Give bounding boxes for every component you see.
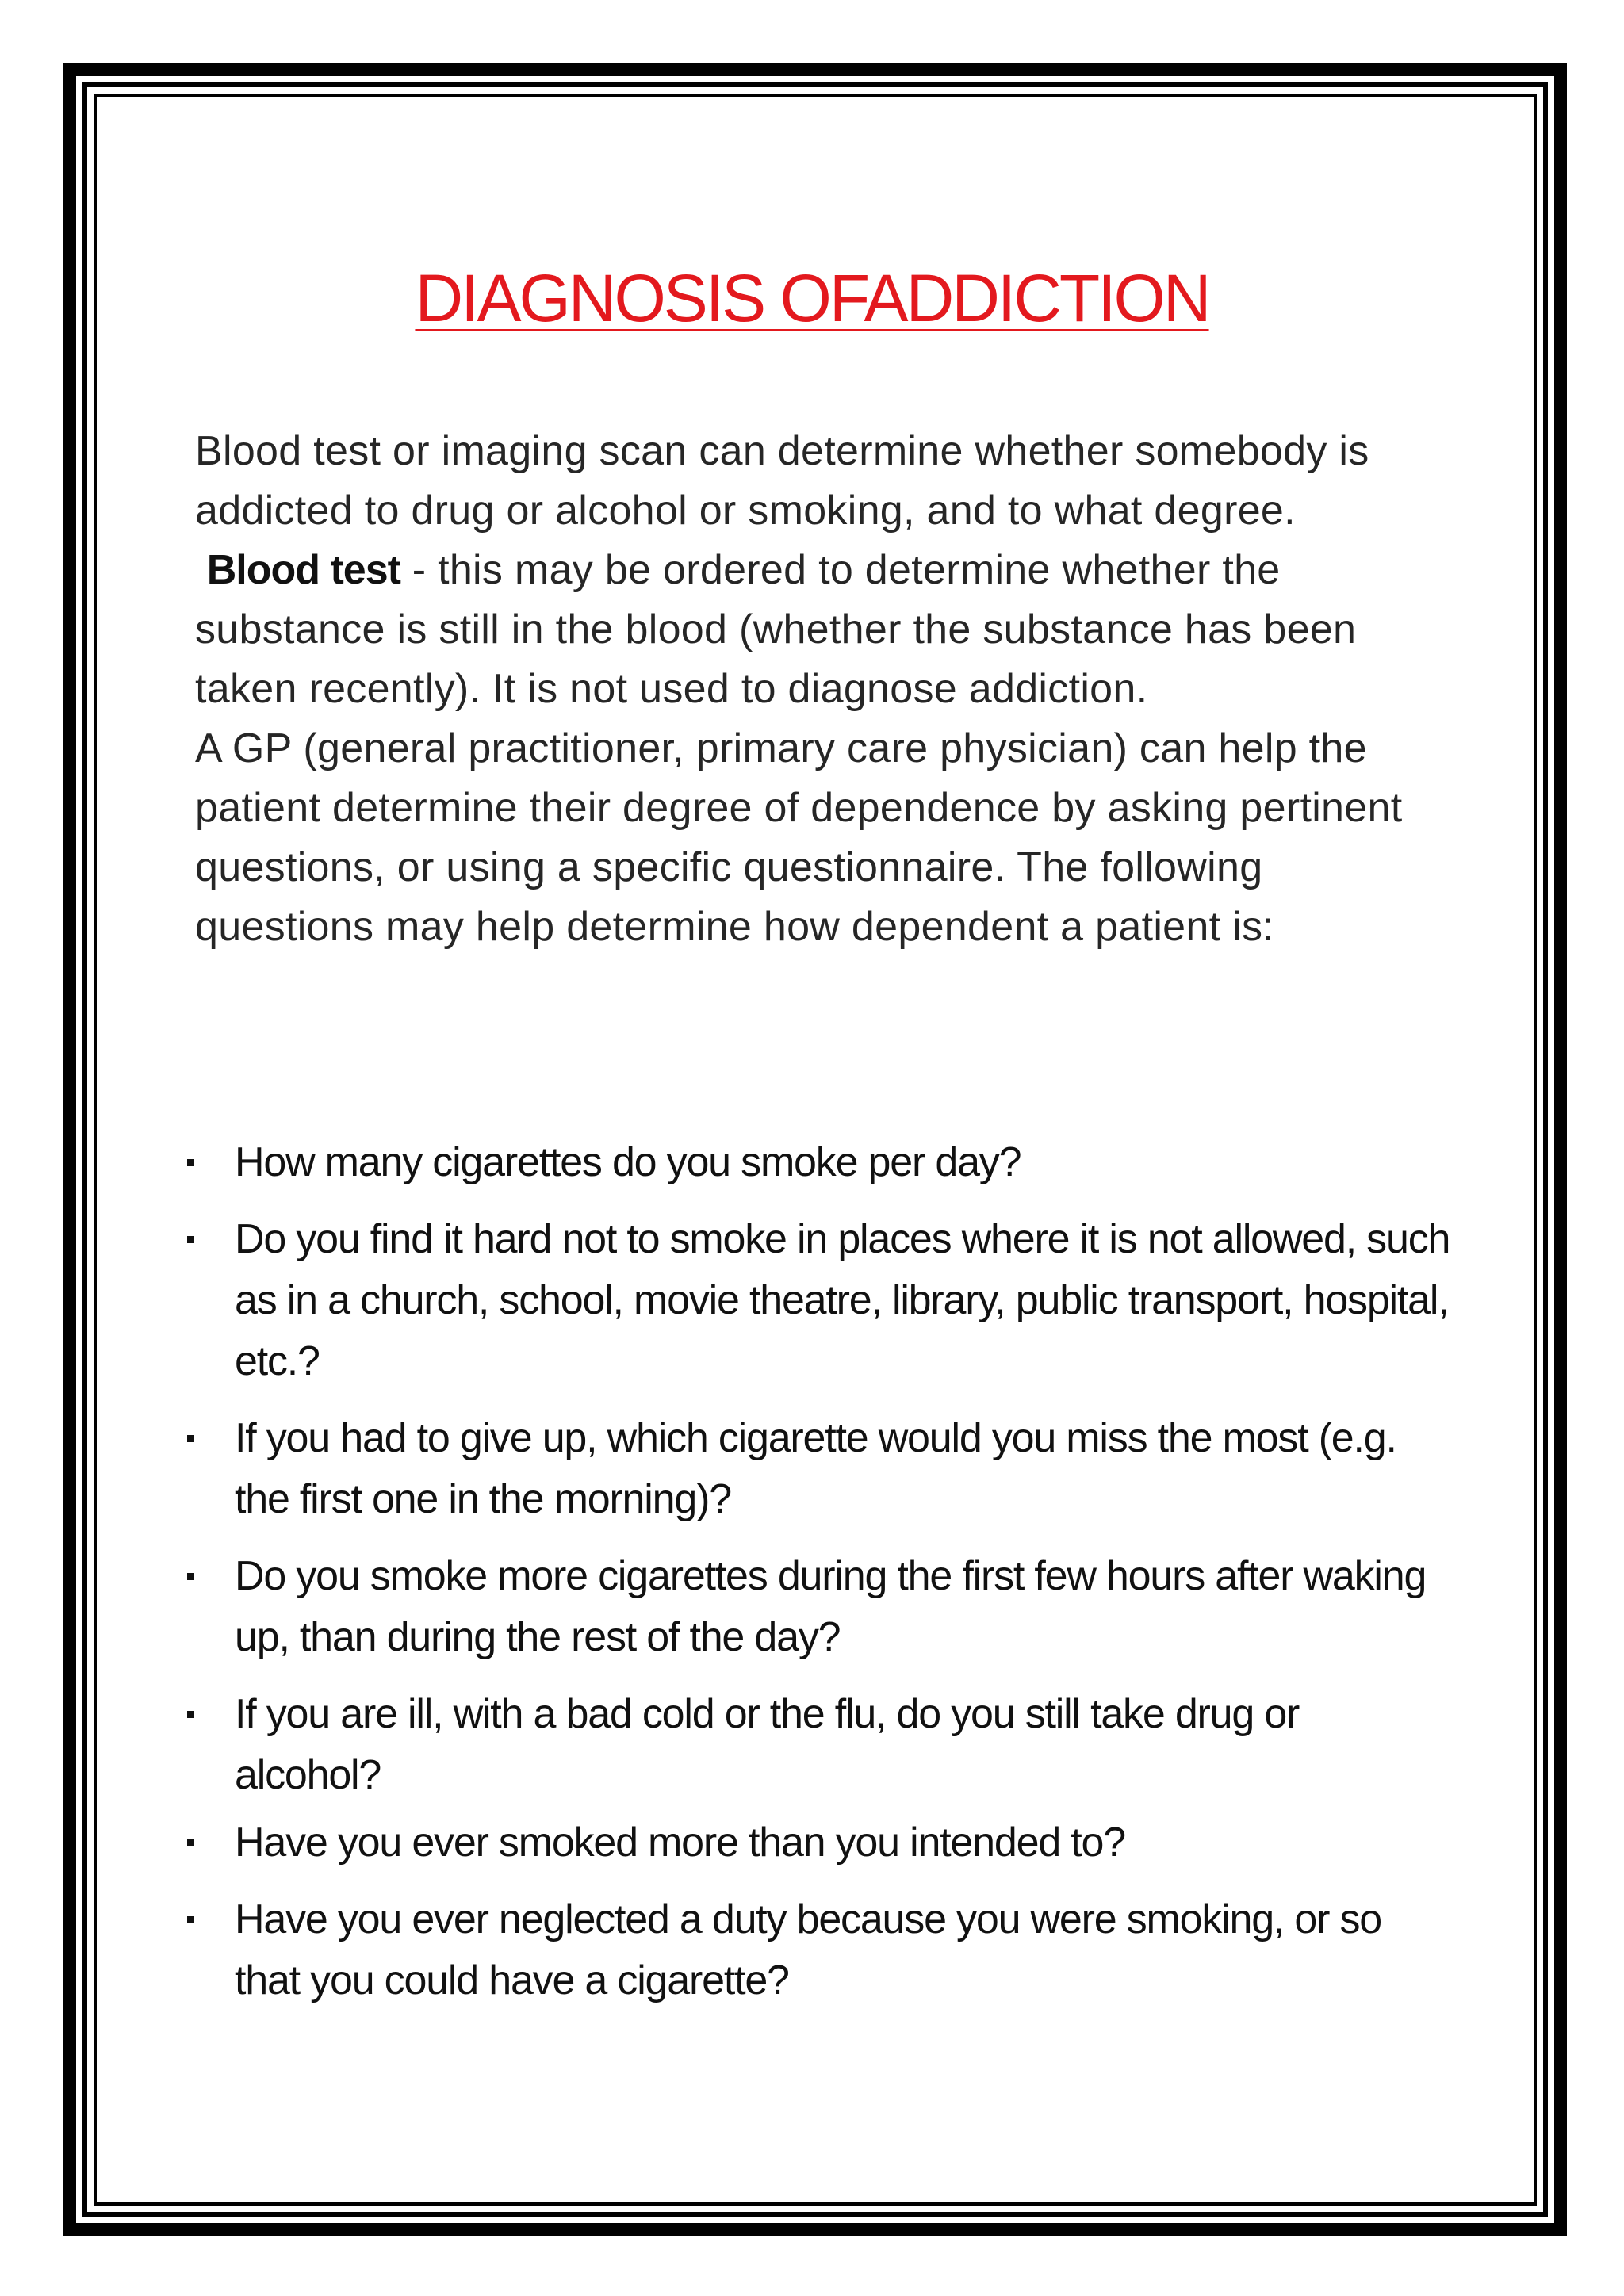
question-item bbox=[182, 1408, 1451, 1530]
bullet-icon bbox=[187, 1573, 194, 1580]
page-title-text: DIAGNOSIS OFADDICTION bbox=[415, 261, 1209, 335]
blood-test-text: - this may be ordered to determine whether the substance is still in the blood (whether the substance has been taken recently). It is not used to diagnose addiction. bbox=[195, 547, 1357, 712]
bullet-icon bbox=[187, 1711, 194, 1718]
bullet-icon bbox=[187, 1839, 194, 1846]
question-text: How many cigarettes do you smoke per day? bbox=[235, 1139, 1021, 1185]
gp-paragraph bbox=[195, 719, 1448, 957]
question-text: If you had to give up, which cigarette would you miss the most (e.g. the first one in the morning)? bbox=[235, 1415, 1396, 1522]
questions-list bbox=[182, 1132, 1451, 2027]
question-item bbox=[182, 1546, 1451, 1668]
gp-text: A GP (general practitioner, primary care physician) can help the patient determine their degree of dependence by asking pertinent questions, or using a specific questionnaire. The following questions may help determine how dependent a patient is: bbox=[195, 725, 1403, 950]
intro-paragraph bbox=[195, 422, 1448, 541]
question-item bbox=[182, 1889, 1451, 2011]
question-text: Have you ever smoked more than you intended to? bbox=[235, 1820, 1125, 1866]
intro-section bbox=[195, 422, 1448, 957]
intro-text: Blood test or imaging scan can determine whether somebody is addicted to drug or alcohol or smoking, and to what degree. bbox=[195, 428, 1369, 534]
question-text: Have you ever neglected a duty because you were smoking, or so that you could have a cigarette? bbox=[235, 1896, 1382, 2003]
question-text: Do you find it hard not to smoke in places where it is not allowed, such as in a church, school, movie theatre, library, public transport, hospital, etc.? bbox=[235, 1216, 1450, 1384]
blood-test-paragraph bbox=[195, 541, 1448, 719]
question-item bbox=[182, 1132, 1451, 1193]
blood-test-label: Blood test bbox=[206, 547, 400, 593]
page-title bbox=[0, 260, 1624, 337]
question-text: Do you smoke more cigarettes during the first few hours after waking up, than during the rest of the day? bbox=[235, 1553, 1427, 1660]
question-text: If you are ill, with a bad cold or the flu, do you still take drug or alcohol? bbox=[235, 1691, 1300, 1798]
bullet-icon bbox=[187, 1435, 194, 1442]
bullet-icon bbox=[187, 1236, 194, 1243]
question-item bbox=[182, 1812, 1451, 1873]
bullet-icon bbox=[187, 1159, 194, 1166]
bullet-icon bbox=[187, 1916, 194, 1923]
question-item bbox=[182, 1684, 1451, 1806]
question-item bbox=[182, 1209, 1451, 1392]
